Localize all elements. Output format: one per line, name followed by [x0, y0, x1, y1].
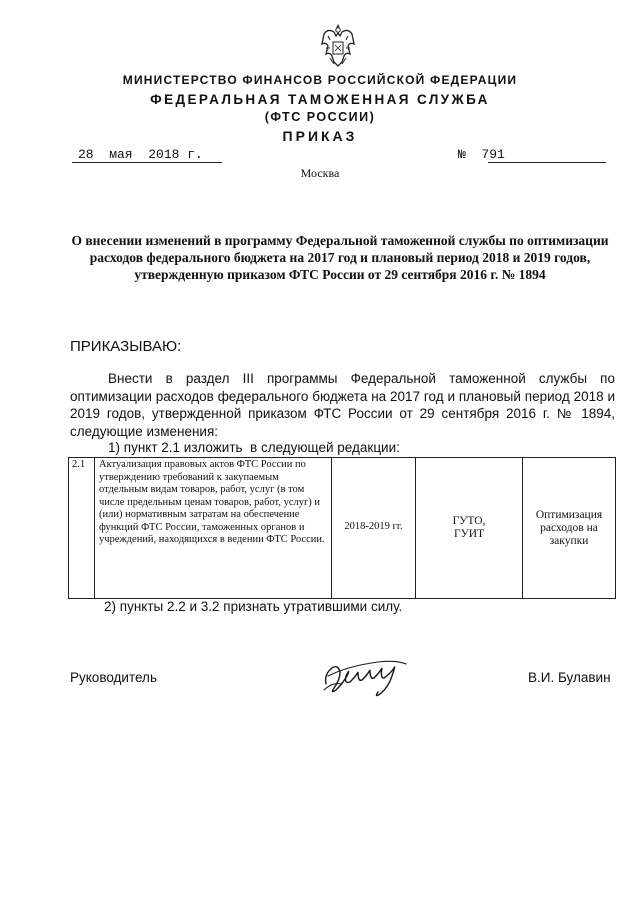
- cell-result: Оптимизация расходов на закупки: [523, 458, 616, 599]
- table-row: [69, 458, 616, 599]
- signer-name: В.И. Булавин: [528, 670, 611, 685]
- point-1: 1) пункт 2.1 изложить в следующей редакции:: [108, 440, 400, 455]
- ministry-name: МИНИСТЕРСТВО ФИНАНСОВ РОССИЙСКОЙ ФЕДЕРАЦИИ: [122, 73, 518, 87]
- main-paragraph: Внести в раздел III программы Федеральной таможенной службы по оптимизации расходов федерального бюджета на 2017 год и плановый период 2018 и 2019 годов, утвержденной приказом ФТС России от 29 сентября 2016 г. № 1894, следующие изменения:: [70, 371, 615, 439]
- cell-description: Актуализация правовых актов ФТС России по утверждению требований к закупаемым отдельным видам товаров, работ, услуг (в том числе предельным ценам товаров, работ, услуг) и (или) нормативным затратам на обеспечение функций ФТС России, таможенных органов и учреждений, находящихся в ведении ФТС России.: [95, 458, 332, 599]
- date-underline: [72, 162, 222, 163]
- document-type: ПРИКАЗ: [282, 128, 358, 144]
- service-name: ФЕДЕРАЛЬНАЯ ТАМОЖЕННАЯ СЛУЖБА: [150, 92, 490, 107]
- service-abbreviation: (ФТС РОССИИ): [264, 110, 376, 124]
- order-number-block: [458, 147, 505, 162]
- document-title: О внесении изменений в программу Федеральной таможенной службы по оптимизации расходов федерального бюджета на 2017 год и плановый период 2018 и 2019 годов, утвержденную приказом ФТС России от 29 сентября 2016 г. № 1894: [71, 233, 609, 282]
- signer-role: Руководитель: [70, 670, 157, 685]
- order-word: ПРИКАЗЫВАЮ:: [70, 338, 182, 355]
- point-2: 2) пункты 2.2 и 3.2 признать утратившими силу.: [104, 599, 403, 614]
- cell-responsible: ГУТО, ГУИТ: [416, 458, 523, 599]
- order-number: 791: [481, 147, 505, 162]
- cell-number: 2.1: [69, 458, 95, 599]
- amendment-table: [68, 457, 616, 599]
- number-label: №: [458, 147, 466, 162]
- handwritten-signature: [318, 654, 412, 698]
- number-underline: [488, 162, 606, 163]
- cell-period: 2018-2019 гг.: [332, 458, 416, 599]
- coat-of-arms-emblem: [316, 18, 360, 70]
- order-date: 28 мая 2018 г.: [78, 147, 203, 162]
- city: Москва: [300, 166, 340, 180]
